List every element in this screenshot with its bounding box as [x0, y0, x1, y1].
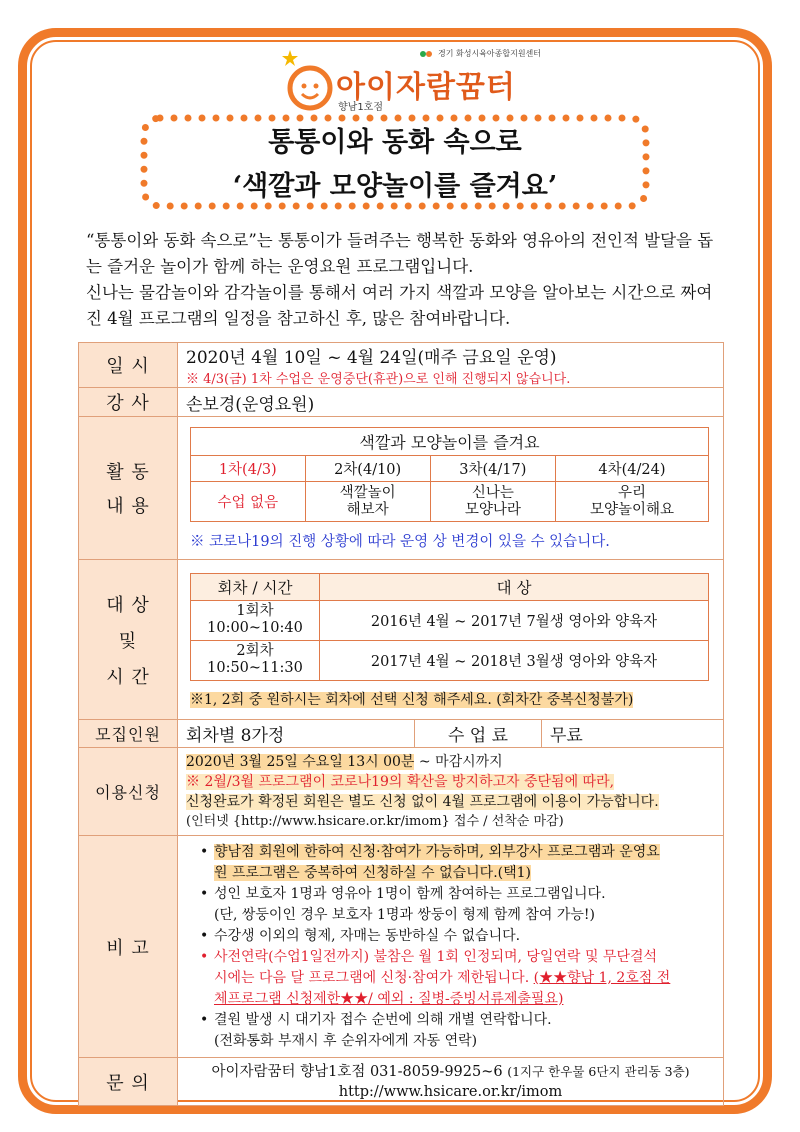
recruit-value: 회차별 8가정 — [178, 720, 415, 748]
apply-line-3: 신청완료가 확정된 회원은 별도 신청 없이 4월 프로그램에 이용이 가능합니다. — [186, 793, 659, 810]
apply-date-rest: ~ 마감시까지 — [414, 753, 503, 770]
target-session-2: 2회차 — [236, 643, 274, 659]
col-target: 대 상 — [320, 573, 709, 600]
row-apply — [79, 748, 724, 836]
activity-label-2: 내 용 — [106, 496, 150, 517]
remarks-label: 비 고 — [79, 836, 178, 1058]
intro-paragraph-1: “통통이와 동화 속으로”는 통통이가 들려주는 행복한 동화와 영유아의 전인적 발달을 돕는 즐거운 놀이가 함께 하는 운영요원 프로그램입니다. — [86, 231, 714, 276]
apply-line-2: ※ 2월/3월 프로그램이 코로나19의 확산을 방지하고자 중단됨에 따라, — [186, 773, 615, 790]
fee-label: 수 업 료 — [415, 720, 542, 748]
target-time-1: 10:00~10:40 — [207, 620, 303, 636]
target-label-2: 및 — [118, 630, 138, 652]
session-content-2a: 색깔놀이 — [339, 484, 396, 501]
session-head-3: 3차(4/17) — [430, 456, 555, 482]
contact-url[interactable]: http://www.hsicare.or.kr/imom — [338, 1083, 563, 1100]
target-value-2: 2017년 4월 ~ 2018년 3월생 영아와 양육자 — [320, 640, 709, 680]
fee-value: 무료 — [542, 720, 724, 748]
row-schedule — [79, 343, 724, 388]
session-content-4a: 우리 — [617, 484, 646, 501]
target-time-2: 10:50~11:30 — [207, 660, 303, 676]
target-note: ※1, 2회 중 원하시는 회차에 선택 신청 해주세요. (회차간 중복신청불가) — [190, 691, 634, 708]
title-box — [140, 114, 650, 210]
remark-item-5: • 결원 발생 시 대기자 접수 순번에 의해 개별 연락합니다. (전화통화 부재시 후 순위자에게 자동 연락) — [200, 1011, 552, 1049]
remark-item-4: • 사전연락(수업1일전까지) 불참은 월 1회 인정되며, 당일연락 및 무단결석 시에는 다음 달 프로그램에 신청·참여가 제한됩니다. (★★향남 1, 2호점 전 체프로그램 신청제한★★/ 예외 : 질병-증빙서류제출필요) — [200, 948, 671, 1007]
instructor-value: 손보경(운영요원) — [178, 388, 724, 417]
row-target — [79, 560, 724, 720]
session-head-2: 2차(4/10) — [305, 456, 430, 482]
row-remarks — [79, 836, 724, 1058]
title-line-1: 통통이와 동화 속으로 — [268, 127, 522, 158]
apply-date: 2020년 3월 25일 수요일 13시 00분 — [186, 753, 415, 770]
session-content-2b: 해보자 — [346, 501, 389, 518]
schedule-label: 일 시 — [79, 343, 178, 388]
session-head-4: 4차(4/24) — [555, 456, 708, 482]
contact-label: 문 의 — [79, 1058, 178, 1106]
session-head-1: 1차(4/3) — [191, 456, 306, 482]
target-table — [190, 573, 709, 681]
session-content-3a: 신나는 — [471, 484, 514, 501]
target-label-1: 대 상 — [106, 594, 150, 616]
row-contact — [79, 1058, 724, 1106]
session-content-4b: 모양놀이해요 — [589, 501, 674, 518]
bullet-icon: • — [200, 927, 209, 944]
row-instructor — [79, 388, 724, 417]
bullet-icon: • — [200, 1011, 209, 1028]
activity-table-title: 색깔과 모양놀이를 즐겨요 — [191, 428, 709, 456]
target-value-1: 2016년 4월 ~ 2017년 7월생 영아와 양육자 — [320, 600, 709, 640]
row-activity — [79, 417, 724, 560]
contact-line-1: 아이자람꿈터 향남1호점 031-8059-9925~6 — [211, 1063, 503, 1080]
session-content-1: 수업 없음 — [191, 482, 306, 522]
col-time: 회차 / 시간 — [191, 573, 320, 600]
title-line-2: ‘색깔과 모양놀이를 즐겨요’ — [232, 171, 558, 202]
bullet-icon: • — [200, 843, 209, 860]
bullet-icon: • — [200, 948, 209, 965]
remark-item-2: • 성인 보호자 1명과 영유아 1명이 함께 참여하는 프로그램입니다. (단, 쌍둥이인 경우 보호자 1명과 쌍둥이 형제 함께 참여 가능!) — [200, 885, 606, 923]
activity-label-1: 활 동 — [106, 462, 150, 483]
target-session-1: 1회차 — [236, 603, 274, 619]
recruit-label: 모집인원 — [79, 720, 178, 748]
logo — [282, 48, 552, 114]
branch-name: 향남1호점 — [338, 102, 384, 113]
org-name: 경기 화성시육아종합지원센터 — [438, 49, 542, 58]
activity-table — [190, 427, 709, 522]
intro-text — [86, 228, 720, 332]
session-content-3b: 모양나라 — [464, 501, 521, 518]
schedule-note: ※ 4/3(금) 1차 수업은 운영중단(휴관)으로 인해 진행되지 않습니다. — [186, 372, 571, 387]
apply-line-4: (인터넷 {http://www.hsicare.or.kr/imom} 접수 / 선착순 마감) — [186, 813, 564, 829]
instructor-label: 강 사 — [79, 388, 178, 417]
target-label-3: 시 간 — [106, 666, 150, 688]
remark-item-3: • 수강생 이외의 형제, 자매는 동반하실 수 없습니다. — [200, 926, 713, 947]
activity-note: ※ 코로나19의 진행 상황에 따라 운영 상 변경이 있을 수 있습니다. — [190, 534, 610, 550]
apply-label: 이용신청 — [79, 748, 178, 836]
row-recruit — [79, 720, 724, 748]
schedule-dates: 2020년 4월 10일 ~ 4월 24일(매주 금요일 운영) — [186, 348, 557, 368]
contact-address: (1지구 한우물 6단지 관리동 3층) — [507, 1063, 690, 1079]
brand-name: 아이자람꿈터 — [336, 70, 516, 105]
info-table — [78, 342, 724, 1106]
remark-item-1: • 향남점 회원에 한하여 신청·참여가 가능하며, 외부강사 프로그램과 운영요 원 프로그램은 중복하여 신청하실 수 없습니다.(택1) — [200, 843, 660, 881]
bullet-icon: • — [200, 885, 209, 902]
intro-paragraph-2: 신나는 물감놀이와 감각놀이를 통해서 여러 가지 색깔과 모양을 알아보는 시간으로 짜여진 4월 프로그램의 일정을 참고하신 후, 많은 참여바랍니다. — [86, 283, 713, 328]
remarks-list — [200, 842, 713, 1052]
